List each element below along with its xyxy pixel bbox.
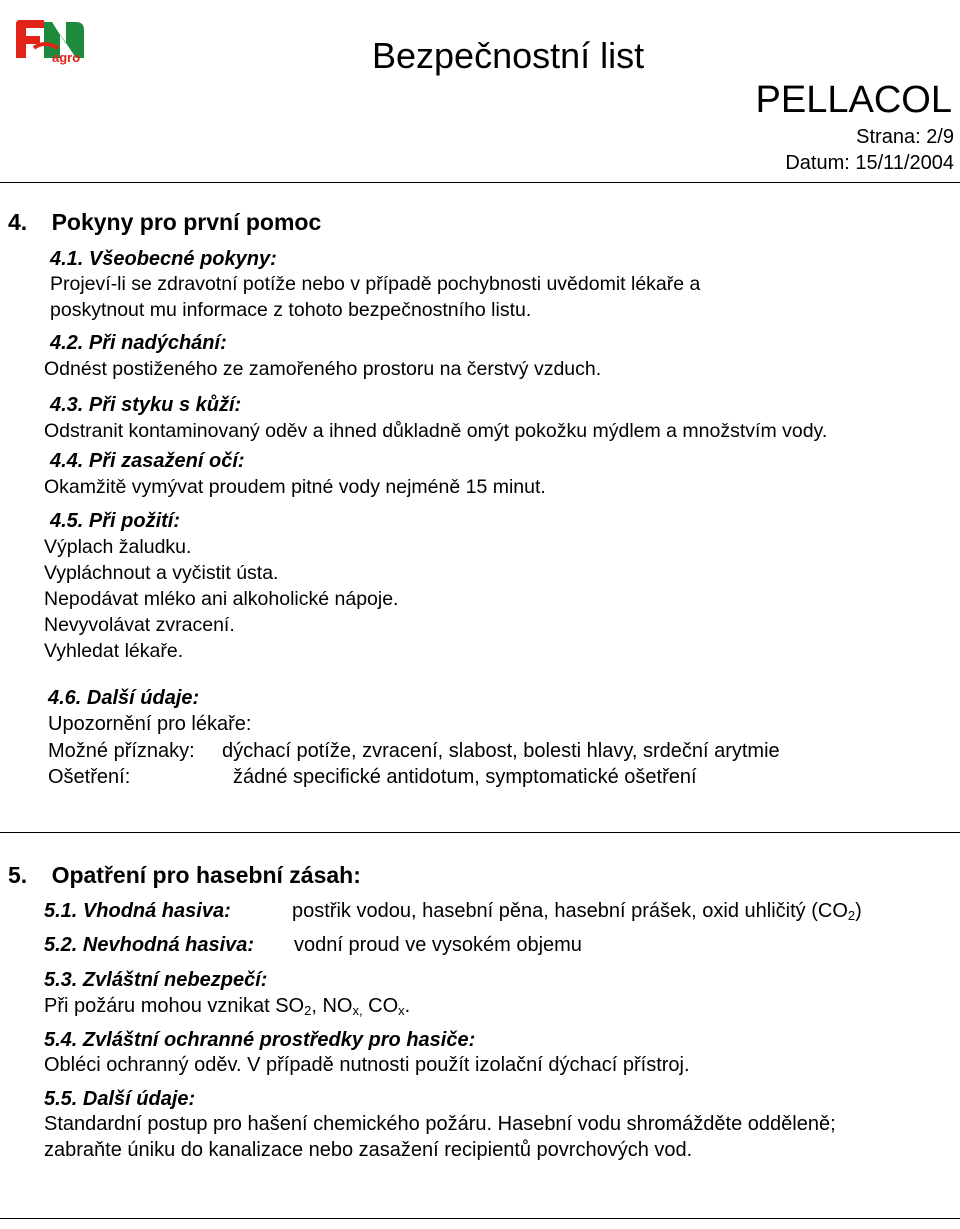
section-4-5-line-5: Vyhledat lékaře.: [44, 640, 184, 662]
section-4-number: 4.: [8, 209, 28, 235]
section-4-title: Pokyny pro první pomoc: [51, 209, 322, 235]
section-4-3-line-1: Odstranit kontaminovaný oděv a ihned důkladně omýt pokožku mýdlem a množstvím vody.: [44, 420, 828, 442]
treatment-value: žádné specifické antidotum, symptomatické ošetření: [233, 766, 697, 788]
section-divider: [0, 832, 960, 833]
section-5-1-title: 5.1. Vhodná hasiva:: [44, 900, 231, 922]
section-4-5-line-2: Vypláchnout a vyčistit ústa.: [44, 562, 279, 584]
logo-text: agro: [52, 50, 81, 65]
section-4-1-line-1: Projeví-li se zdravotní potíže nebo v případě pochybnosti uvědomit lékaře a: [50, 273, 701, 295]
document-date: [785, 151, 954, 175]
section-4-1-title: 4.1. Všeobecné pokyny:: [50, 248, 277, 270]
section-4-2-line-1: Odnést postiženého ze zamořeného prostoru na čerstvý vzduch.: [44, 358, 602, 380]
section-5-1-value-text: postřik vodou, hasební pěna, hasební prášek, oxid uhličitý (CO: [292, 900, 848, 922]
section-5-5-title: 5.5. Další údaje:: [44, 1088, 196, 1110]
date-value: 15/11/2004: [855, 152, 954, 174]
section-4-4-line-1: Okamžitě vymývat proudem pitné vody nejméně 15 minut.: [44, 476, 546, 498]
section-4-5-line-4: Nevyvolávat zvracení.: [44, 614, 235, 636]
section-4-1-line-2: poskytnout mu informace z tohoto bezpečnostního listu.: [50, 299, 532, 321]
section-5-2-title: 5.2. Nevhodná hasiva:: [44, 934, 255, 956]
co-subscript: x: [398, 1003, 405, 1018]
company-logo: [14, 18, 86, 68]
header-divider: [0, 182, 960, 183]
footer-divider: [0, 1218, 960, 1219]
section-4-5-title: 4.5. Při požití:: [50, 510, 181, 532]
section-5-3-line-1: [44, 994, 410, 1018]
page-label: Strana:: [856, 126, 921, 148]
section-5-1-value-end: ): [855, 900, 862, 922]
page-value: 2/9: [926, 126, 954, 148]
section-4-5-line-3: Nepodávat mléko ani alkoholické nápoje.: [44, 588, 399, 610]
page-number: [856, 125, 954, 149]
section-4-5-line-1: Výplach žaludku.: [44, 536, 192, 558]
so-subscript: 2: [304, 1003, 312, 1018]
section-5-1-subscript: 2: [847, 908, 856, 923]
section-5-3-text-c: CO: [362, 995, 399, 1017]
section-5-number: 5.: [8, 862, 28, 888]
section-4-heading: [8, 208, 321, 236]
section-5-4-title: 5.4. Zvláštní ochranné prostředky pro hasiče:: [44, 1029, 476, 1051]
date-label: Datum:: [785, 152, 850, 174]
section-5-3-text-b: , NO: [311, 995, 353, 1017]
section-5-3-title: 5.3. Zvláštní nebezpečí:: [44, 969, 268, 991]
section-5-5-line-2: zabraňte úniku do kanalizace nebo zasažení recipientů povrchových vod.: [44, 1139, 693, 1161]
product-name: PELLACOL: [755, 79, 952, 121]
symptoms-label: Možné příznaky:: [48, 740, 195, 762]
section-4-6-intro: Upozornění pro lékaře:: [48, 713, 252, 735]
section-5-5-line-1: Standardní postup pro hašení chemického požáru. Hasební vodu shromážděte odděleně;: [44, 1113, 836, 1135]
treatment-label: Ošetření:: [48, 766, 131, 788]
section-4-2-title: 4.2. Při nadýchání:: [50, 332, 227, 354]
section-4-3-title: 4.3. Při styku s kůží:: [50, 394, 242, 416]
section-4-6-title: 4.6. Další údaje:: [48, 687, 200, 709]
section-5-3-text-d: .: [404, 995, 411, 1017]
no-subscript: x,: [352, 1003, 363, 1018]
section-5-heading: [8, 861, 361, 889]
document-title: Bezpečnostní list: [372, 35, 645, 76]
section-5-title: Opatření pro hasební zásah:: [51, 862, 361, 888]
section-5-4-line-1: Obléci ochranný oděv. V případě nutnosti použít izolační dýchací přístroj.: [44, 1054, 690, 1076]
symptoms-value: dýchací potíže, zvracení, slabost, bolesti hlavy, srdeční arytmie: [222, 740, 780, 762]
section-4-4-title: 4.4. Při zasažení očí:: [50, 450, 245, 472]
section-5-2-value: vodní proud ve vysokém objemu: [294, 934, 582, 956]
section-5-3-text-a: Při požáru mohou vznikat SO: [44, 995, 305, 1017]
section-5-1-value: [292, 899, 862, 923]
